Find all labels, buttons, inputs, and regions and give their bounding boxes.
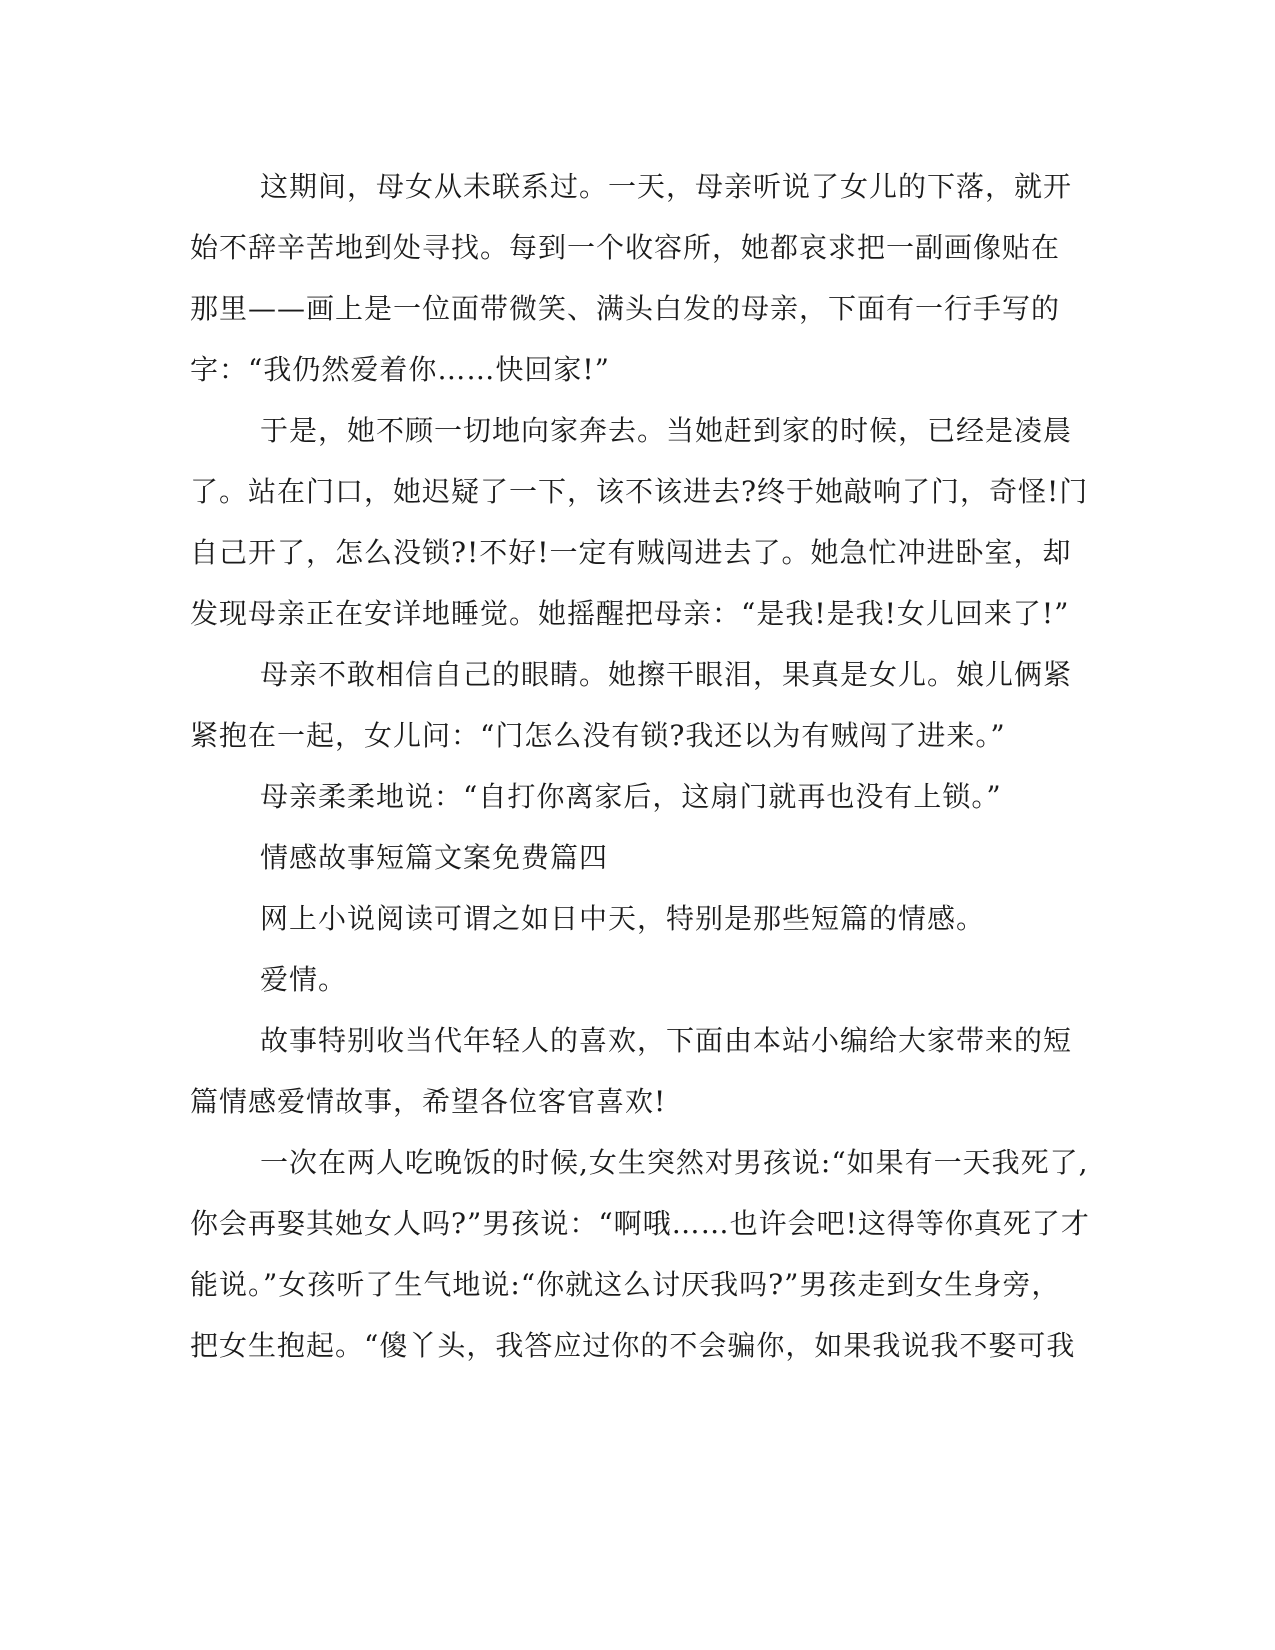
paragraph-line: 篇情感爱情故事，希望各位客官喜欢!	[190, 1085, 667, 1118]
paragraph-line: 字：“我仍然爱着你……快回家!”	[190, 353, 610, 386]
paragraph-line: 爱情。	[260, 963, 348, 996]
paragraph-line: 故事特别收当代年轻人的喜欢，下面由本站小编给大家带来的短	[260, 1024, 1073, 1057]
paragraph-line: 网上小说阅读可谓之如日中天，特别是那些短篇的情感。	[260, 902, 986, 935]
paragraph-line: 于是，她不顾一切地向家奔去。当她赶到家的时候，已经是凌晨	[260, 414, 1073, 447]
document-body	[190, 156, 1090, 1376]
paragraph-line: 你会再娶其她女人吗?”男孩说：“啊哦……也许会吧!这得等你真死了才	[190, 1207, 1090, 1240]
paragraph-line: 母亲柔柔地说：“自打你离家后，这扇门就再也没有上锁。”	[260, 780, 1002, 813]
paragraph-line: 发现母亲正在安详地睡觉。她摇醒把母亲：“是我!是我!女儿回来了!”	[190, 597, 1070, 630]
paragraph-line: 紧抱在一起，女儿问：“门怎么没有锁?我还以为有贼闯了进来。”	[190, 719, 1006, 752]
section-heading: 情感故事短篇文案免费篇四	[260, 841, 609, 874]
paragraph-line: 了。站在门口，她迟疑了一下，该不该进去?终于她敲响了门，奇怪!门	[190, 475, 1089, 508]
paragraph-line: 一次在两人吃晚饭的时候,女生突然对男孩说:“如果有一天我死了,	[260, 1146, 1089, 1179]
paragraph-line: 母亲不敢相信自己的眼睛。她擦干眼泪，果真是女儿。娘儿俩紧	[260, 658, 1073, 691]
paragraph-line: 那里——画上是一位面带微笑、满头白发的母亲，下面有一行手写的	[190, 292, 1061, 325]
paragraph-line: 始不辞辛苦地到处寻找。每到一个收容所，她都哀求把一副画像贴在	[190, 231, 1061, 264]
paragraph-line: 这期间，母女从未联系过。一天，母亲听说了女儿的下落，就开	[260, 170, 1073, 203]
paragraph-line: 自己开了，怎么没锁?!不好!一定有贼闯进去了。她急忙冲进卧室，却	[190, 536, 1072, 569]
paragraph-line: 能说。”女孩听了生气地说:“你就这么讨厌我吗?”男孩走到女生身旁，	[190, 1268, 1061, 1301]
paragraph-line: 把女生抱起。“傻丫头，我答应过你的不会骗你，如果我说我不娶可我	[190, 1329, 1076, 1362]
